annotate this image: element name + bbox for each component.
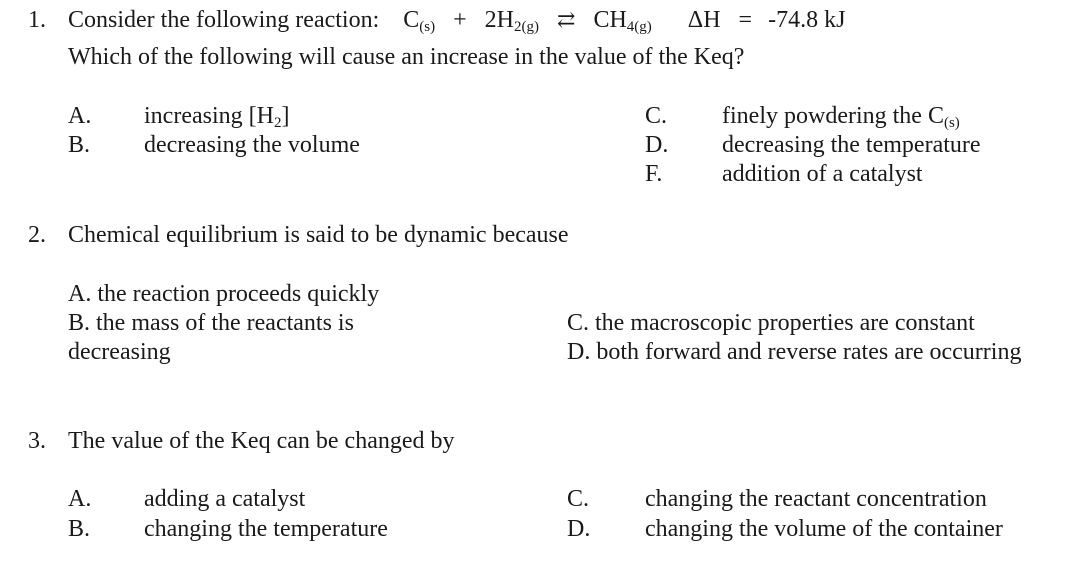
q2-option-b-continued: decreasing	[68, 339, 171, 365]
question-2-text: Chemical equilibrium is said to be dynamic because	[68, 222, 569, 248]
q3-option-b-text: changing the temperature	[144, 516, 388, 542]
q1-option-c-text: finely powdering the C(s)	[722, 103, 960, 131]
q1-option-b-letter: B.	[68, 132, 91, 158]
q3-option-a-text: adding a catalyst	[144, 486, 306, 512]
question-1-number: 1.	[28, 7, 46, 33]
q1-option-f-text: addition of a catalyst	[722, 161, 923, 187]
question-2-number: 2.	[28, 222, 46, 248]
q3-option-d-text: changing the volume of the container	[645, 516, 1003, 542]
q1-option-d-text: decreasing the temperature	[722, 132, 981, 158]
q3-option-c-letter: C.	[567, 486, 590, 512]
question-1-intro: Consider the following reaction:	[68, 7, 380, 33]
q3-option-b-letter: B.	[68, 516, 91, 542]
q1-option-a-text: increasing [H2]	[144, 103, 290, 131]
q2-option-d: D. both forward and reverse rates are occurring	[567, 339, 1022, 365]
reaction-equation: C(s) + 2H2(g) ⇄ CH4(g) ΔH = -74.8 kJ	[403, 7, 846, 35]
q2-option-a: A. the reaction proceeds quickly	[68, 281, 380, 307]
q3-option-a-letter: A.	[68, 486, 92, 512]
q1-option-c-letter: C.	[645, 103, 668, 129]
enthalpy-value: -74.8 kJ	[768, 7, 846, 33]
q1-option-f-letter: F.	[645, 161, 663, 187]
q2-option-b: B. the mass of the reactants is	[68, 310, 354, 336]
question-3-number: 3.	[28, 428, 46, 454]
question-3-text: The value of the Keq can be changed by	[68, 428, 455, 454]
enthalpy-label: ΔH	[687, 7, 721, 33]
question-1-text: Which of the following will cause an increase in the value of the Keq?	[68, 44, 745, 70]
q3-option-c-text: changing the reactant concentration	[645, 486, 987, 512]
q1-option-a-letter: A.	[68, 103, 92, 129]
question-1-stem	[68, 5, 845, 38]
q1-option-d-letter: D.	[645, 132, 669, 158]
equilibrium-arrow-icon: ⇄	[557, 7, 576, 32]
q3-option-d-letter: D.	[567, 516, 591, 542]
q1-option-b-text: decreasing the volume	[144, 132, 360, 158]
q2-option-c: C. the macroscopic properties are constant	[567, 310, 975, 336]
